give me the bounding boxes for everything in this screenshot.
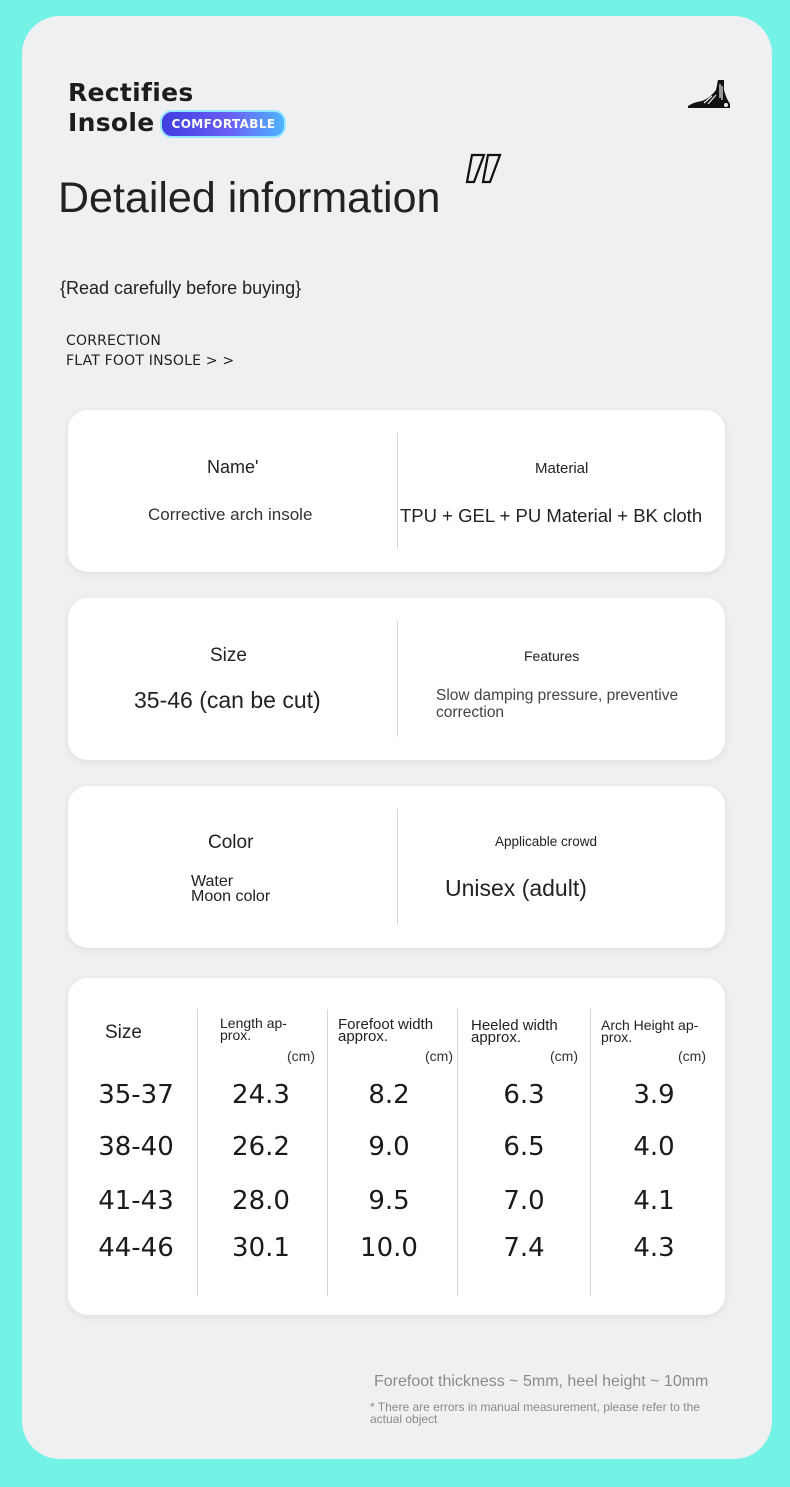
table-header-length: Length ap- prox. <box>220 1015 287 1043</box>
card-divider <box>397 433 398 549</box>
material-label: Material <box>535 460 589 477</box>
size-label: Size <box>210 645 247 666</box>
info-card-color <box>68 786 725 948</box>
crowd-value: Unisex (adult) <box>445 875 587 901</box>
page-title: Detailed information <box>58 174 441 222</box>
features-value-line-1: Slow damping pressure, preventive <box>436 687 679 704</box>
table-header-heel: Heeled width approx. <box>471 1017 558 1046</box>
table-cell: 6.5 <box>503 1132 545 1162</box>
info-card-size <box>68 598 725 760</box>
thickness-note: Forefoot thickness ~ 5mm, heel height ~ 10mm <box>374 1373 709 1390</box>
quote-icon <box>464 152 506 191</box>
name-label: Name' <box>207 457 259 477</box>
table-cell: 26.2 <box>232 1132 290 1162</box>
table-cell: 3.9 <box>633 1080 675 1110</box>
table-cell: 44-46 <box>98 1233 174 1263</box>
table-cell: 4.1 <box>633 1186 675 1216</box>
table-cell: 6.3 <box>503 1080 545 1110</box>
table-cell: 10.0 <box>360 1233 418 1263</box>
features-label: Features <box>524 648 580 664</box>
table-cell: 35-37 <box>98 1080 174 1110</box>
table-cell: 30.1 <box>232 1233 290 1263</box>
table-cell: 9.5 <box>368 1186 410 1216</box>
color-value-line-2: Moon color <box>191 888 271 905</box>
table-unit-forefoot: (cm) <box>425 1048 453 1064</box>
size-value: 35-46 (can be cut) <box>134 687 321 713</box>
disclaimer-note: * There are errors in manual measurement, please refer to the actual object <box>370 1400 700 1426</box>
comfortable-badge: COMFORTABLE <box>160 110 286 138</box>
table-unit-arch: (cm) <box>678 1048 706 1064</box>
info-card-name <box>68 410 725 572</box>
table-cell: 41-43 <box>98 1186 174 1216</box>
name-value: Corrective arch insole <box>148 505 313 524</box>
table-divider <box>327 1009 328 1296</box>
subtitle: {Read carefully before buying} <box>60 278 302 298</box>
brand-line-1: Rectifies <box>68 78 194 107</box>
main-panel <box>22 16 772 1459</box>
card-divider <box>397 621 398 737</box>
table-cell: 4.0 <box>633 1132 675 1162</box>
tag-line-2: FLAT FOOT INSOLE > > <box>66 353 235 369</box>
table-header-forefoot: Forefoot width approx. <box>338 1016 434 1045</box>
table-cell: 7.0 <box>503 1186 545 1216</box>
tag-line-1: CORRECTION <box>66 333 162 349</box>
table-cell: 38-40 <box>98 1132 174 1162</box>
table-cell: 8.2 <box>368 1080 410 1110</box>
brand-line-2: Insole <box>68 108 155 137</box>
table-cell: 28.0 <box>232 1186 290 1216</box>
crowd-label: Applicable crowd <box>495 834 598 849</box>
table-cell: 24.3 <box>232 1080 290 1110</box>
table-divider <box>590 1009 591 1296</box>
table-divider <box>197 1009 198 1296</box>
table-unit-length: (cm) <box>287 1048 315 1064</box>
table-header-arch: Arch Height ap- prox. <box>601 1017 699 1045</box>
table-header-size: Size <box>105 1022 142 1043</box>
table-unit-heel: (cm) <box>550 1048 578 1064</box>
material-value: TPU + GEL + PU Material + BK cloth <box>400 505 703 526</box>
table-cell: 9.0 <box>368 1132 410 1162</box>
table-cell: 4.3 <box>633 1233 675 1263</box>
size-table-card <box>68 978 725 1315</box>
card-divider <box>397 809 398 925</box>
features-value-line-2: correction <box>436 704 505 721</box>
color-label: Color <box>208 832 254 853</box>
brand-logo <box>68 78 286 138</box>
color-value-line-1: Water <box>191 873 234 890</box>
table-divider <box>457 1009 458 1296</box>
table-cell: 7.4 <box>503 1233 545 1263</box>
foot-skeleton-icon <box>684 76 734 117</box>
